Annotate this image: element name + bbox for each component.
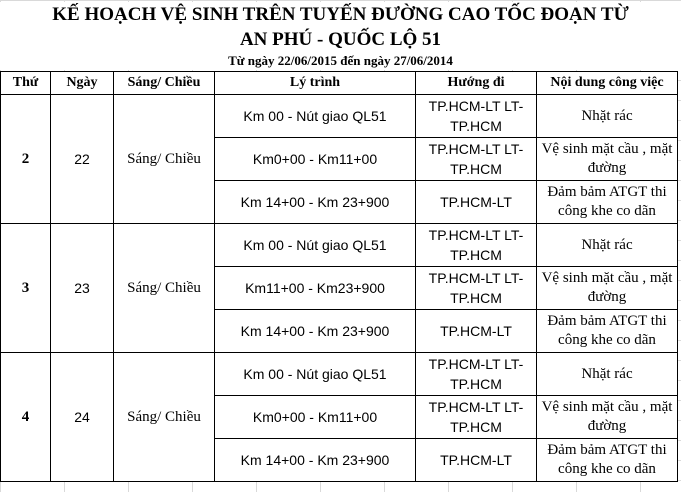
noi-dung-cell: Vệ sinh mặt cầu , mặt đường bbox=[537, 138, 678, 181]
ly-trinh-cell: Km 14+00 - Km 23+900 bbox=[215, 439, 416, 482]
huong-di-cell: TP.HCM-LT LT-TP.HCM bbox=[416, 267, 537, 310]
header-huong-di: Hướng đi bbox=[416, 72, 537, 95]
noi-dung-cell: Vệ sinh mặt cầu , mặt đường bbox=[537, 396, 678, 439]
ngay-cell: 24 bbox=[51, 353, 114, 482]
buoi-cell: Sáng/ Chiều bbox=[114, 224, 215, 353]
title-line-2: AN PHÚ - QUỐC LỘ 51 bbox=[0, 28, 681, 52]
huong-di-cell: TP.HCM-LT LT-TP.HCM bbox=[416, 138, 537, 181]
ly-trinh-cell: Km 00 - Nút giao QL51 bbox=[215, 95, 416, 138]
ngay-cell: 22 bbox=[51, 95, 114, 224]
noi-dung-cell: Nhặt rác bbox=[537, 224, 678, 267]
huong-di-cell: TP.HCM-LT LT-TP.HCM bbox=[416, 396, 537, 439]
thu-cell: 2 bbox=[1, 95, 51, 224]
header-row bbox=[1, 72, 678, 95]
ly-trinh-cell: Km11+00 - Km23+900 bbox=[215, 267, 416, 310]
ngay-cell: 23 bbox=[51, 224, 114, 353]
ly-trinh-cell: Km 14+00 - Km 23+900 bbox=[215, 310, 416, 353]
ly-trinh-cell: Km 00 - Nút giao QL51 bbox=[215, 353, 416, 396]
noi-dung-cell: Nhặt rác bbox=[537, 353, 678, 396]
header-ly-trinh: Lý trình bbox=[215, 72, 416, 95]
huong-di-cell: TP.HCM-LT LT-TP.HCM bbox=[416, 224, 537, 267]
noi-dung-cell: Đảm bảm ATGT thi công khe co dãn bbox=[537, 439, 678, 482]
header-sang-chieu: Sáng/ Chiều bbox=[114, 72, 215, 95]
title-line-1: KẾ HOẠCH VỆ SINH TRÊN TUYẾN ĐƯỜNG CAO TỐC ĐOẠN TỪ bbox=[0, 2, 681, 28]
table-row bbox=[1, 353, 678, 396]
huong-di-cell: TP.HCM-LT bbox=[416, 439, 537, 482]
ly-trinh-cell: Km0+00 - Km11+00 bbox=[215, 396, 416, 439]
noi-dung-cell: Đảm bảm ATGT thi công khe co dãn bbox=[537, 181, 678, 224]
header-noi-dung: Nội dung công việc bbox=[537, 72, 678, 95]
table-row bbox=[1, 224, 678, 267]
schedule-table bbox=[0, 71, 678, 482]
buoi-cell: Sáng/ Chiều bbox=[114, 95, 215, 224]
date-range: Từ ngày 22/06/2015 đến ngày 27/06/2014 bbox=[0, 52, 681, 70]
thu-cell: 3 bbox=[1, 224, 51, 353]
huong-di-cell: TP.HCM-LT bbox=[416, 310, 537, 353]
buoi-cell: Sáng/ Chiều bbox=[114, 353, 215, 482]
huong-di-cell: TP.HCM-LT bbox=[416, 181, 537, 224]
huong-di-cell: TP.HCM-LT LT-TP.HCM bbox=[416, 95, 537, 138]
noi-dung-cell: Nhặt rác bbox=[537, 95, 678, 138]
header-ngay: Ngày bbox=[51, 72, 114, 95]
thu-cell: 4 bbox=[1, 353, 51, 482]
noi-dung-cell: Vệ sinh mặt cầu , mặt đường bbox=[537, 267, 678, 310]
table-row bbox=[1, 95, 678, 138]
noi-dung-cell: Đảm bảm ATGT thi công khe co dãn bbox=[537, 310, 678, 353]
header-thu: Thứ bbox=[1, 72, 51, 95]
ly-trinh-cell: Km 14+00 - Km 23+900 bbox=[215, 181, 416, 224]
huong-di-cell: TP.HCM-LT LT-TP.HCM bbox=[416, 353, 537, 396]
ly-trinh-cell: Km 00 - Nút giao QL51 bbox=[215, 224, 416, 267]
ly-trinh-cell: Km0+00 - Km11+00 bbox=[215, 138, 416, 181]
